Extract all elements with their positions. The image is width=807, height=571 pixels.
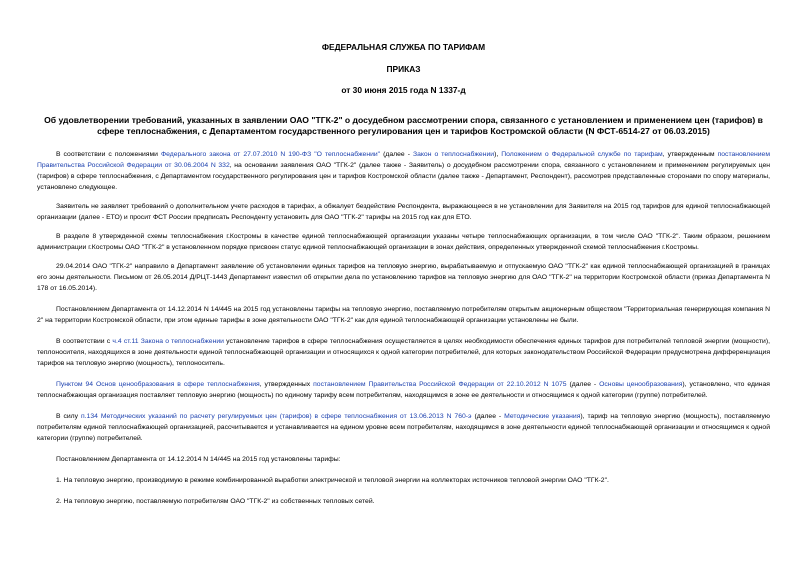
p1-text-1: В соответствии с положениями xyxy=(56,151,161,158)
p1-text-4: , утвержденным xyxy=(662,151,718,158)
p1-text-5: , на основании заявления ОАО "ТГК-2" (далее также - Заявитель) о досудебном рассмотрении спора, связанного с установлением и применением регулируемых цен (тарифов) в сфере теплоснабжения, с Департаментом государственного регулирования цен и тарифов Костромской области (далее также - Департамент, Респондент), рассмотрев представленные сторонами по спору материалы, установлено следующее. xyxy=(37,162,771,191)
link-heat-law-art-11[interactable]: ч.4 ст.11 Закона о теплоснабжении xyxy=(112,338,224,345)
paragraph-1 xyxy=(37,149,770,193)
document-type: ПРИКАЗ xyxy=(386,64,421,74)
p8-text-2: (далее - xyxy=(471,413,505,420)
link-pricing-basics-item-94[interactable]: Пунктом 94 Основ ценообразования в сфере теплоснабжения xyxy=(56,381,260,388)
p1-text-3: ), xyxy=(494,151,502,158)
p6-text-2: установление тарифов в сфере теплоснабжения осуществляется в целях необходимости обеспечения единых тарифов для потребителей тепловой энергии (мощности), теплоносителя, находящихся в зоне деятельности единой теплоснабжающей организации и относящихся к одной категории потребителей, для которых законодательством Российской Федерации предусмотрена дифференциация тарифов на тепловую энергию (мощность), теплоноситель. xyxy=(37,338,770,367)
link-pricing-basics[interactable]: Основы ценообразования xyxy=(599,381,683,388)
link-federal-law-190[interactable]: Федерального закона от 27.07.2010 N 190-ФЗ "О теплоснабжении" xyxy=(160,151,381,158)
p7-text-3: ), установлено, что единая теплоснабжающая организация поставляет тепловую энергию (мощность) по единому тарифу всем потребителям, находящимся в зоне ее деятельности и относящимся к одной категории (группе) потребителей. xyxy=(37,381,770,399)
paragraph-2: Заявитель не заявляет требований о дополнительном учете расходов в тарифах, а обжалует бездействие Респондента, выражающееся в не установлении для Заявителя на 2015 год тарифов для единой теплоснабжающей организации (далее - ЕТО) и просит ФСТ России предписать Респонденту установить для ОАО "ТГК-2" тарифы на 2015 год как для ЕТО. xyxy=(37,203,770,221)
document-title: Об удовлетворении требований, указанных в заявлении ОАО "ТГК-2" о досудебном рассмотрении спора, связанного с установлением и применением цен (тарифов) в сфере теплоснабжения, с Департаментом государственного регулирования цен и тарифов Костромской области (N ФСТ-6514-27 от 06.03.2015) xyxy=(44,115,763,136)
paragraph-8 xyxy=(37,411,770,444)
p8-text-3: ), тариф на тепловую энергию (мощность), поставляемую потребителям единой теплоснабжающей организацией, рассчитывается и устанавливается на едином уровне всем потребителям, находящимся в зоне деятельности единой теплоснабжающей организации и относящимся к одной категории (группе) потребителей. xyxy=(37,413,771,442)
agency-name: ФЕДЕРАЛЬНАЯ СЛУЖБА ПО ТАРИФАМ xyxy=(321,42,486,52)
p7-text-1: , утвержденных xyxy=(259,381,314,388)
link-fst-regulation[interactable]: Положением о Федеральной службе по тарифам xyxy=(501,151,663,158)
link-methodical-guidelines[interactable]: Методические указания xyxy=(504,413,581,420)
paragraph-7 xyxy=(37,379,770,401)
link-government-decree-1075[interactable]: постановлением Правительства Российской Федерации от 22.10.2012 N 1075 xyxy=(313,381,567,388)
paragraph-3: В разделе 8 утвержденной схемы теплоснабжения г.Костромы в качестве единой теплоснабжающей организации указаны четыре теплоснабжающих организации, в том числе ОАО "ТГК-2". Таким образом, решением администрации г.Костромы ОАО "ТГК-2" в установленном порядке присвоен статус единой теплоснабжающей организации в зонах действия, определенных утвержденной схемой теплоснабжения г.Костромы. xyxy=(37,233,770,251)
document-date-number: от 30 июня 2015 года N 1337-д xyxy=(341,85,466,95)
paragraph-9: Постановлением Департамента от 14.12.2014 N 14/445 на 2015 год установлены тарифы: xyxy=(56,456,341,463)
p7-text-2: (далее - xyxy=(566,381,600,388)
link-methodical-guidelines-item-134[interactable]: п.134 Методических указаний по расчету регулируемых цен (тарифов) в сфере теплоснабжения от 13.06.2013 N 760-э xyxy=(80,413,472,420)
p1-text-2: (далее - xyxy=(380,151,413,158)
document-body xyxy=(37,149,770,507)
paragraph-10: 1. На тепловую энергию, производимую в режиме комбинированной выработки электрической и тепловой энергии на коллекторах источников тепловой энергии ОАО "ТГК-2". xyxy=(56,477,609,484)
paragraph-6 xyxy=(37,336,770,369)
paragraph-4: 29.04.2014 ОАО "ТГК-2" направило в Департамент заявление об установлении единых тарифов на тепловую энергию, вырабатываемую и отпускаемую ОАО "ТГК-2" как единой теплоснабжающей организацией в границах его зоны деятельности. Письмом от 26.05.2014 Д/РЦТ-1443 Департамент известил об открытии дела по установлению тарифов на тепловую энергию для ОАО "ТГК-2" на территории Костромской области (приказ Департамента N 178 от 16.05.2014). xyxy=(37,263,770,292)
paragraph-5: Постановлением Департамента от 14.12.2014 N 14/445 на 2015 год установлены тарифы на тепловую энергию, поставляемую потребителям открытым акционерным обществом "Территориальная генерирующая компания N 2" на территории Костромской области, при этом единые тарифы в зоне деятельности ОАО "ТГК-2" как для единой теплоснабжающей организации установлены не были. xyxy=(37,306,770,324)
paragraph-11: 2. На тепловую энергию, поставляемую потребителям ОАО "ТГК-2" из собственных тепловых сетей. xyxy=(56,498,375,505)
link-heat-law[interactable]: Закон о теплоснабжении xyxy=(413,151,495,158)
p8-text-1: В силу xyxy=(56,413,81,420)
p6-text-1: В соответствии с xyxy=(56,338,113,345)
link-government-decree-332[interactable]: постановлением Правительства Российской Федерации от 30.06.2004 N 332 xyxy=(37,151,771,169)
